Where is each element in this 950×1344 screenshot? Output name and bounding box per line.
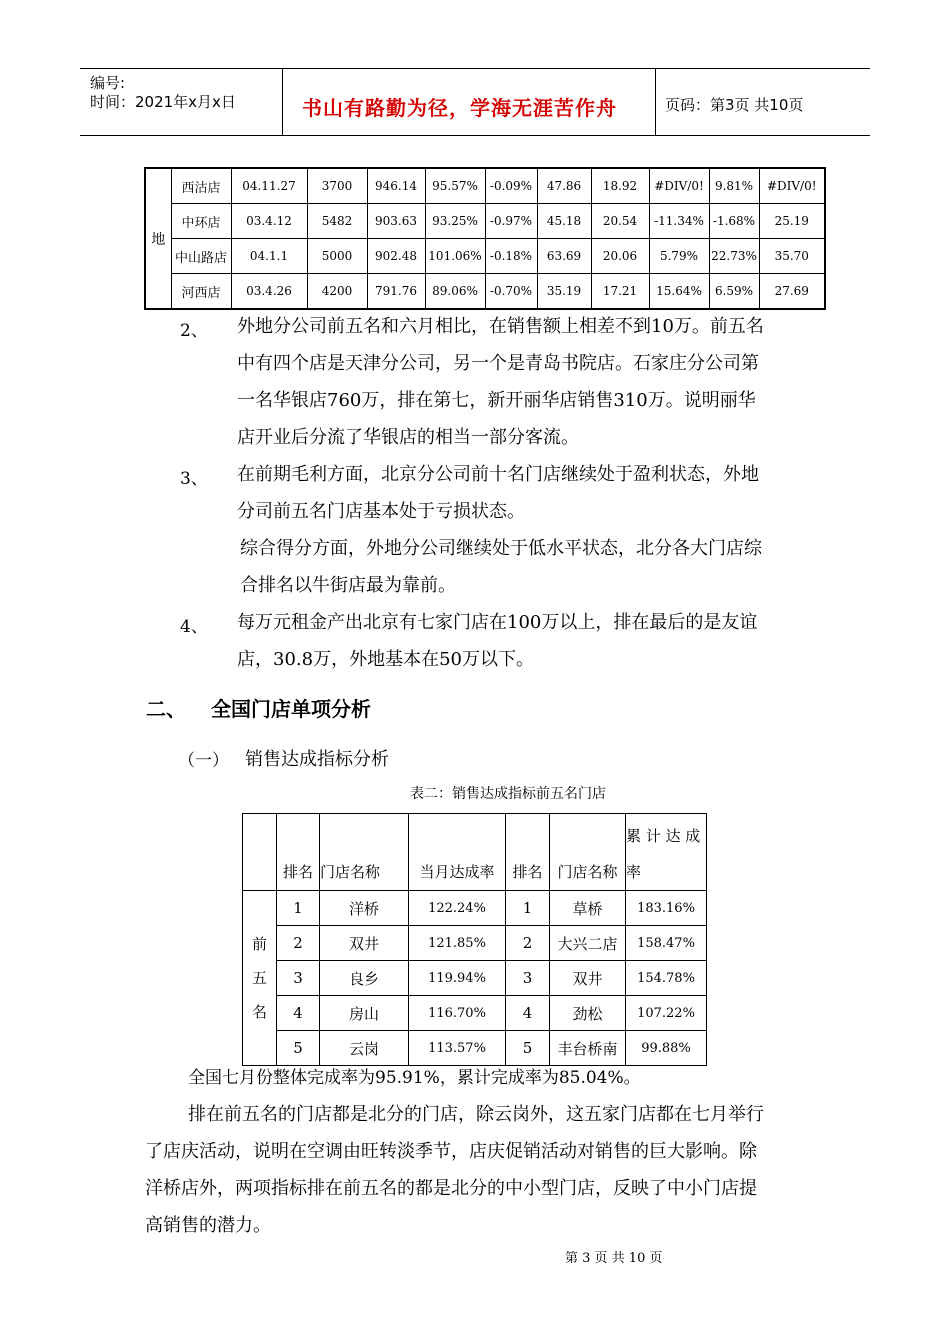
point-2-line-4: 店开业后分流了华银店的相当一部分客流。: [237, 427, 579, 448]
table2-cell: 2: [506, 926, 550, 961]
table2-row: [243, 926, 707, 961]
header-page-number: 页码：第3页 共10页: [665, 96, 804, 114]
table2-cell: 107.22%: [626, 996, 707, 1031]
table1-cell: 04.1.1: [231, 239, 307, 274]
point-3-number: 3、: [180, 469, 208, 489]
table2-side-char: 名: [251, 1003, 267, 1021]
point-2-line-3: 一名华银店760万，排在第七，新开丽华店销售310万。说明丽华: [237, 390, 756, 411]
subsection-1-title: 销售达成指标分析: [245, 749, 389, 770]
table1-cell: 946.14: [367, 168, 425, 204]
page-footer: 第 3 页 共 10 页: [565, 1251, 663, 1266]
table2-cell: 4: [506, 996, 550, 1031]
table1-cell: 791.76: [367, 274, 425, 310]
table1-cell: 35.19: [537, 274, 591, 310]
table2-row: [243, 891, 707, 926]
summary-line: 全国七月份整体完成率为95.91%，累计完成率为85.04%。: [188, 1068, 641, 1088]
table1-cell: 15.64%: [649, 274, 709, 310]
header-top-rule: [80, 68, 870, 69]
table2-cell: 草桥: [550, 891, 626, 926]
table2-cell: 4: [277, 996, 320, 1031]
table2-side-char: 前: [251, 935, 267, 953]
table1-cell: 中环店: [171, 204, 231, 239]
table2-cell: 丰台桥南: [550, 1031, 626, 1066]
table2-cell: 3: [277, 961, 320, 996]
point-2-number: 2、: [180, 321, 208, 341]
table2-caption: 表二：销售达成指标前五名门店: [410, 786, 606, 802]
table2-row: [243, 961, 707, 996]
table1-row: [145, 204, 825, 239]
point-4-line-1: 每万元租金产出北京有七家门店在100万以上，排在最后的是友谊: [237, 612, 758, 633]
table1-cell: 20.54: [591, 204, 649, 239]
table2-cell: 154.78%: [626, 961, 707, 996]
table2-cell: 洋桥: [320, 891, 409, 926]
point-3b-line-1: 综合得分方面，外地分公司继续处于低水平状态，北分各大门店综: [240, 538, 762, 559]
table1-region-label: 地: [145, 168, 171, 309]
table2-cell: 良乡: [320, 961, 409, 996]
table1-row: [145, 274, 825, 310]
table1-cell: -0.97%: [485, 204, 537, 239]
section-2-number: 二、: [146, 697, 186, 721]
point-2-line-2: 中有四个店是天津分公司，另一个是青岛书院店。石家庄分公司第: [237, 353, 759, 374]
table1-cell: 45.18: [537, 204, 591, 239]
subsection-1-number: （一）: [178, 751, 229, 771]
table2-cell: 房山: [320, 996, 409, 1031]
table1-cell: 中山路店: [171, 239, 231, 274]
table1-cell: 902.48: [367, 239, 425, 274]
table1-cell: 03.4.12: [231, 204, 307, 239]
table1-cell: 6.59%: [709, 274, 759, 310]
table1-cell: -0.70%: [485, 274, 537, 310]
table1-cell: 93.25%: [425, 204, 485, 239]
table2-cell: 5: [277, 1031, 320, 1066]
table2-header-monthly-rate: 当月达成率: [409, 814, 506, 891]
table1-row: [145, 239, 825, 274]
table2-header-cumulative-rate: [626, 814, 707, 891]
header-serial: 编号:: [90, 74, 126, 92]
point-4-number: 4、: [180, 617, 208, 637]
header-motto: 书山有路勤为径，学海无涯苦作舟: [302, 96, 617, 120]
table1-cell: 04.11.27: [231, 168, 307, 204]
table2-header-rank-1: 排名: [277, 814, 320, 891]
table2-cell: 双井: [550, 961, 626, 996]
table1-cell: 5000: [307, 239, 367, 274]
table2-cell: 119.94%: [409, 961, 506, 996]
table2-cell: 3: [506, 961, 550, 996]
table2-cell: 5: [506, 1031, 550, 1066]
table1-cell: 95.57%: [425, 168, 485, 204]
table1-cell: -11.34%: [649, 204, 709, 239]
table2-row: [243, 996, 707, 1031]
table1-cell: 101.06%: [425, 239, 485, 274]
closing-line-2: 了店庆活动，说明在空调由旺转淡季节，店庆促销活动对销售的巨大影响。除: [145, 1141, 757, 1162]
header-divider-right: [655, 68, 656, 136]
table1-cell: 9.81%: [709, 168, 759, 204]
table2-header-store-2: 门店名称: [550, 814, 626, 891]
table1-cell: #DIV/0!: [759, 168, 825, 204]
table2-cell: 劲松: [550, 996, 626, 1031]
table2-cell: 116.70%: [409, 996, 506, 1031]
table1-cell: 17.21: [591, 274, 649, 310]
point-3b-line-2: 合排名以牛街店最为靠前。: [240, 575, 456, 596]
point-3-line-2: 分司前五名门店基本处于亏损状态。: [237, 501, 525, 522]
table1-row: [145, 168, 825, 204]
point-2-line-1: 外地分公司前五名和六月相比，在销售额上相差不到10万。前五名: [237, 316, 764, 337]
table2-cell: 大兴二店: [550, 926, 626, 961]
table1-cell: -1.68%: [709, 204, 759, 239]
store-stats-table: [144, 167, 826, 310]
point-4-line-2: 店，30.8万，外地基本在50万以下。: [237, 649, 534, 670]
table1-cell: 35.70: [759, 239, 825, 274]
table1-cell: -0.18%: [485, 239, 537, 274]
table2-header-cumulative-line2: 率: [626, 863, 642, 881]
table2-cell: 云岗: [320, 1031, 409, 1066]
table2-cell: 99.88%: [626, 1031, 707, 1066]
table2-corner: [243, 814, 277, 891]
table1-cell: 27.69: [759, 274, 825, 310]
table1-cell: 18.92: [591, 168, 649, 204]
table2-header-row: [243, 814, 707, 891]
table1-cell: #DIV/0!: [649, 168, 709, 204]
table2-cell: 183.16%: [626, 891, 707, 926]
section-2-title: 全国门店单项分析: [211, 697, 371, 721]
table1-cell: -0.09%: [485, 168, 537, 204]
closing-line-1: 排在前五名的门店都是北分的门店，除云岗外，这五家门店都在七月举行: [188, 1104, 764, 1125]
table2-header-rank-2: 排名: [506, 814, 550, 891]
table2-cell: 1: [506, 891, 550, 926]
table1-cell: 47.86: [537, 168, 591, 204]
table1-cell: 3700: [307, 168, 367, 204]
table1-cell: 5.79%: [649, 239, 709, 274]
closing-line-4: 高销售的潜力。: [145, 1215, 271, 1236]
table2-header-store-1: 门店名称: [320, 814, 409, 891]
table2-cell: 1: [277, 891, 320, 926]
table1-cell: 4200: [307, 274, 367, 310]
table1-cell: 89.06%: [425, 274, 485, 310]
table2-side-label: [243, 891, 277, 1066]
table1-cell: 20.06: [591, 239, 649, 274]
table1-cell: 63.69: [537, 239, 591, 274]
table2-cell: 双井: [320, 926, 409, 961]
point-3-line-1: 在前期毛利方面，北京分公司前十名门店继续处于盈利状态，外地: [237, 464, 759, 485]
header-bottom-rule: [80, 135, 870, 136]
table2-cell: 122.24%: [409, 891, 506, 926]
table2-cell: 113.57%: [409, 1031, 506, 1066]
table2-cell: 2: [277, 926, 320, 961]
closing-line-3: 洋桥店外，两项指标排在前五名的都是北分的中小型门店，反映了中小门店提: [145, 1178, 757, 1199]
header-time: 时间：2021年x月x日: [90, 93, 236, 111]
table2-header-cumulative-line1: 累 计 达 成: [626, 827, 701, 845]
table2-side-char: 五: [251, 969, 267, 987]
table1-cell: 03.4.26: [231, 274, 307, 310]
table2-cell: 158.47%: [626, 926, 707, 961]
table1-cell: 河西店: [171, 274, 231, 310]
table1-cell: 22.73%: [709, 239, 759, 274]
table2-cell: 121.85%: [409, 926, 506, 961]
table1-cell: 25.19: [759, 204, 825, 239]
table1-cell: 5482: [307, 204, 367, 239]
table1-cell: 西沽店: [171, 168, 231, 204]
header-divider-left: [282, 68, 283, 136]
sales-top5-table: [242, 813, 707, 1066]
table1-cell: 903.63: [367, 204, 425, 239]
